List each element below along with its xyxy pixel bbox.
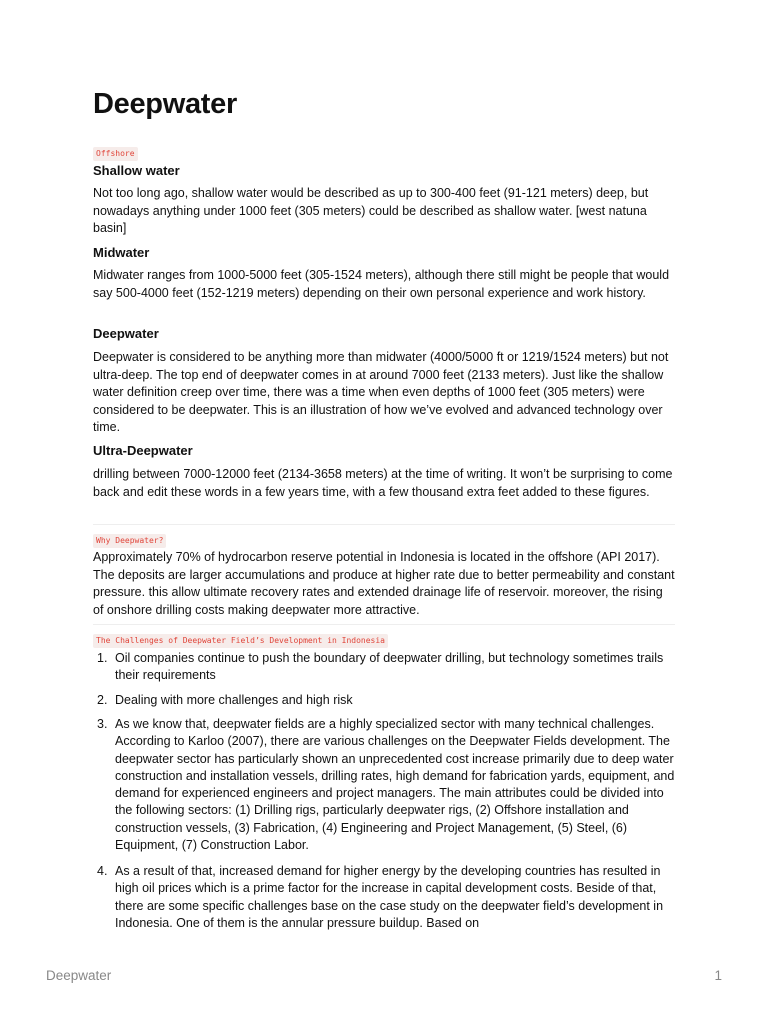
footer-title: Deepwater (46, 968, 112, 983)
why-deepwater-text: Approximately 70% of hydrocarbon reserve potential in Indonesia is located in the offshore (API 2017). The deposits are larger accumulations and produce at higher rate due to better permeability and constant pressure. this allow ultimate recovery rates and extended drainage life of reservoir. moreover, the rising of onshore drilling costs making deepwater more attractive. (93, 550, 675, 617)
list-item-number: 1. (97, 651, 108, 665)
midwater-text: Midwater ranges from 1000-5000 feet (305-1524 meters), although there still might be people that would say 500-4000 feet (152-1219 meters) depending on their own personal experience and work history. (93, 268, 670, 300)
challenges-tag-row (93, 630, 675, 648)
offshore-tag: Offshore (93, 147, 138, 161)
ultra-deepwater-heading: Ultra-Deepwater (93, 443, 193, 458)
shallow-water-text: Not too long ago, shallow water would be described as up to 300-400 feet (91-121 meters) deep, but nowadays anything under 1000 feet (305 meters) could be described as shallow water. [west natuna basin] (93, 186, 649, 235)
list-item-number: 2. (97, 693, 108, 707)
list-item-text: As a result of that, increased demand for higher energy by the developing countries has resulted in high oil prices which is a prime factor for the increase in capital development costs. Beside of that, there are some specific challenges base on the case study on the deepwater field’s development in Indonesia. One of them is the annular pressure buildup. Based on (115, 864, 664, 930)
midwater-heading: Midwater (93, 245, 150, 260)
page-title: Deepwater (93, 88, 237, 120)
list-item-text: As we know that, deepwater fields are a highly specialized sector with many technical challenges. According to Karloo (2007), there are various challenges on the Deepwater Fields development. The deepwater sector has particularly shown an unprecedented cost increase primarily due to deep water construction and installation vessels, drilling rates, high demand for fabrication yards, equipment, and demand for experienced engineers and project managers. The main attributes could be divided into the following sectors: (1) Drilling rigs, particularly deepwater rigs, (2) Offshore installation and construction vessels, (3) Fabrication, (4) Engineering and Project Management, (5) Steel, (6) Equipment, (7) Construction Labor. (115, 717, 675, 853)
offshore-tag-row (93, 143, 675, 161)
deepwater-heading: Deepwater (93, 326, 159, 341)
page-number: 1 (714, 968, 722, 983)
deepwater-text: Deepwater is considered to be anything more than midwater (4000/5000 ft or 1219/1524 meters) but not ultra-deep. The top end of deepwater comes in at around 7000 feet (2133 meters). Just like the shallow water definition creep over time, there was a time when even depths of 1000 feet (305 meters) were considered to be deepwater. This is an illustration of how we’ve evolved and advanced technology over time. (93, 350, 669, 434)
why-tag-row (93, 530, 675, 548)
list-item-number: 4. (97, 864, 108, 878)
list-item-number: 3. (97, 717, 108, 731)
ultra-deepwater-text: drilling between 7000-12000 feet (2134-3658 meters) at the time of writing. It won’t be surprising to come back and edit these words in a few years time, with a few thousand extra feet added to these figures. (93, 467, 673, 499)
list-item-text: Dealing with more challenges and high risk (115, 693, 353, 707)
why-deepwater-tag: Why Deepwater? (93, 534, 166, 548)
divider (93, 524, 675, 525)
shallow-water-heading: Shallow water (93, 163, 180, 178)
list-item-text: Oil companies continue to push the boundary of deepwater drilling, but technology sometimes trails their requirements (115, 651, 664, 683)
divider (93, 624, 675, 625)
challenges-tag: The Challenges of Deepwater Field’s Development in Indonesia (93, 634, 388, 648)
